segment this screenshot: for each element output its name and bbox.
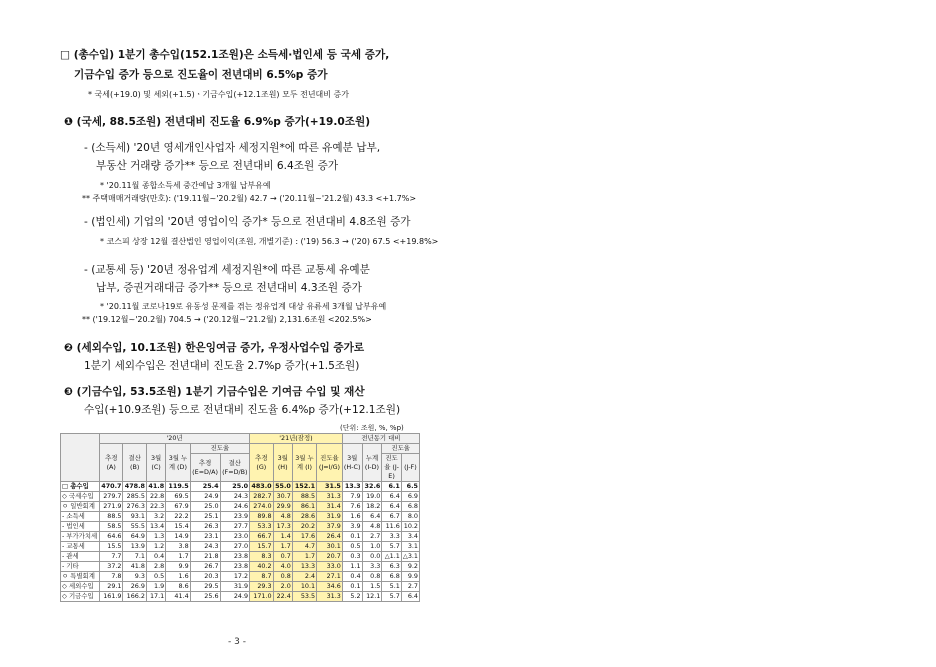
table-cell: 3.9: [342, 522, 362, 532]
table-cell: 20.2: [292, 522, 316, 532]
table-cell: 3.1: [401, 542, 419, 552]
table-cell: 13.9: [123, 542, 146, 552]
table-row: [61, 492, 420, 502]
table-cell: 13.3: [342, 482, 362, 492]
table-cell: 2.0: [273, 582, 292, 592]
table-cell: 1.3: [146, 532, 165, 542]
table-cell: 17.3: [273, 522, 292, 532]
table-cell: 3.3: [362, 562, 382, 572]
table-cell: 88.5: [292, 492, 316, 502]
table-cell: 5.2: [342, 592, 362, 602]
table-cell: 285.5: [123, 492, 146, 502]
table-cell: 66.7: [250, 532, 274, 542]
table-cell: 25.1: [190, 512, 220, 522]
table-cell: 18.2: [362, 502, 382, 512]
table-cell: 23.8: [220, 562, 250, 572]
table-cell: 0.8: [273, 572, 292, 582]
national-tax-heading: ❶ (국세, 88.5조원) 전년대비 진도율 6.9%p 증가(+19.0조원): [64, 116, 371, 128]
table-cell: 279.7: [100, 492, 123, 502]
table-cell: 8.6: [166, 582, 190, 592]
table-cell: 4.8: [362, 522, 382, 532]
table-cell: 31.5: [317, 482, 343, 492]
table-cell: 15.4: [166, 522, 190, 532]
table-cell: 5.7: [382, 592, 401, 602]
table-cell: 58.5: [100, 522, 123, 532]
table-cell: 14.9: [166, 532, 190, 542]
corporate-tax-note: * 코스피 상장 12월 결산법인 영업이익(조원, 개별기준) : ('19) 56.3 → ('20) 67.5 <+19.8%>: [100, 237, 439, 246]
transport-tax-note-2: ** ('19.12월~'20.2월) 704.5 → ('20.12월~'21.2월) 2,131.6조원 <202.5%>: [82, 315, 372, 324]
table-cell: 20.3: [190, 572, 220, 582]
table-cell: 1.5: [362, 582, 382, 592]
table-cell: 19.0: [362, 492, 382, 502]
table-cell: 9.2: [401, 562, 419, 572]
table-cell: 8.3: [250, 552, 274, 562]
table-cell: 119.5: [166, 482, 190, 492]
table-cell: 0.3: [342, 552, 362, 562]
table-cell: 1.1: [342, 562, 362, 572]
table-cell: 8.7: [250, 572, 274, 582]
table-row: [61, 592, 420, 602]
table-cell: 23.0: [220, 532, 250, 542]
table-cell: 15.5: [100, 542, 123, 552]
table-cell: 6.4: [382, 502, 401, 512]
table-cell: 3.4: [401, 532, 419, 542]
table-cell: 2.7: [362, 532, 382, 542]
transport-tax-note-1: * '20.11월 코로나19로 유동성 문제를 겪는 정유업계 대상 유류세 3개월 납부유예: [100, 302, 387, 311]
table-row: [61, 482, 420, 492]
table-cell: 6.4: [362, 512, 382, 522]
table-cell: 29.1: [100, 582, 123, 592]
table-cell: 29.3: [250, 582, 274, 592]
revenue-table: '20년 '21년(잠정) 전년동기 대비 추경 (A) 결산 (B) 3월 (C) 3월 누계 (D) 진도율 추경 (G) 3월 (H) 3월 누계 (I) 진도율 (J=I/G) 3월 (H-C) 누계 (I-D) 진도율 추경 (E=D/A) 결산 (F=D/B) 진도율 (J-E) (J-F) □ 총수입 470.7 478.8 41.8 119.5 25.4 25.0 483.0 55.0 152.1 31.5 13.3 32.6 6.1 6.5 ◇ 국세수입 279.7 285.5 22.8 69.5 24.9 24.3 282.7 30.7 88.5 31.3 7.9 19.0 6.4 6.9 ㅇ 일반회계 271.9 276.3 22.3 67.9 25.0 24.6 274.0 29.9 86.1 31.4 7.6 18.2 6.4 6.8 - 소득세 88.5 93.1 3.2 22.2 25.1 23.9 89.8 4.8 28.6 31.9 1.6 6.4 6.7 8.0 - 법인세 58.5 55.5 13.4 15.4 26.3 27.7 53.3 17.3 20.2 37.9 3.9 4.8 11.6 10.2 - 부가가치세 64.6 64.9 1.3 14.9 23.1 23.0 66.7 1.4 17.6 26.4 0.1 2.7 3.3 3.4 - 교통세 15.5 13.9 1.2 3.8 24.3 27.0 15.7 1.7 4.7 30.1 0.5 1.0 5.7 3.1 - 관세 7.7 7.1 0.4 1.7 21.8 23.8 8.3 0.7 1.7 20.7 0.3 0.0 △1.1 △3.1 - 기타 37.2 41.8 2.8 9.9 26.7 23.8 40.2 4.0 13.3 33.0 1.1 3.3 6.3 9.2 ㅇ 특별회계 7.8 9.3 0.5 1.6 20.3 17.2 8.7 0.8 2.4 27.1 0.4 0.8 6.8 9.9 ◇ 세외수입 29.1 26.9 1.9 8.6 29.5 31.9 29.3 2.0 10.1 34.6 0.1 1.5 5.1 2.7 ◇ 기금수입 161.9 166.2 17.1 41.4 25.6 24.9 171.0 22.4 53.5 31.3 5.2 12.1 5.7 6.4: [62, 434, 418, 600]
table-cell: 53.5: [292, 592, 316, 602]
table-cell: 25.0: [190, 502, 220, 512]
revenue-note: * 국세(+19.0) 및 세외(+1.5)ㆍ기금수입(+12.1조원) 모두 전년대비 증가: [88, 90, 349, 99]
table-cell: △1.1: [382, 552, 401, 562]
table-row: [61, 512, 420, 522]
left-table-unit: (단위: 조원, %, %p): [340, 424, 404, 432]
table-cell: 30.1: [317, 542, 343, 552]
table-cell: 64.6: [100, 532, 123, 542]
table-cell: 1.6: [166, 572, 190, 582]
table-cell: 4.7: [292, 542, 316, 552]
table-cell: 55.5: [123, 522, 146, 532]
table-cell: 1.9: [146, 582, 165, 592]
table-cell: 17.6: [292, 532, 316, 542]
row-label: ◇ 세외수입: [61, 582, 100, 592]
table-cell: 6.1: [382, 482, 401, 492]
row-label: - 기타: [61, 562, 100, 572]
table-cell: 27.7: [220, 522, 250, 532]
table-cell: 69.5: [166, 492, 190, 502]
table-cell: 25.4: [190, 482, 220, 492]
table-cell: 89.8: [250, 512, 274, 522]
table-cell: 67.9: [166, 502, 190, 512]
table-cell: △3.1: [402, 552, 418, 560]
table-cell: 0.5: [342, 542, 362, 552]
table-cell: 6.9: [401, 492, 419, 502]
table-cell: 37.2: [100, 562, 123, 572]
page-number-3: - 3 -: [228, 637, 246, 647]
row-label: ◇ 국세수입: [61, 492, 100, 502]
table-cell: 20.7: [317, 552, 343, 562]
table-cell: 25.6: [190, 592, 220, 602]
table-cell: 3.2: [146, 512, 165, 522]
table-cell: 152.1: [292, 482, 316, 492]
table-cell: 271.9: [100, 502, 123, 512]
table-cell: 274.0: [250, 502, 274, 512]
revenue-table-body: [61, 482, 420, 602]
table-cell: 21.8: [190, 552, 220, 562]
table-cell: 41.8: [123, 562, 146, 572]
table-cell: 7.8: [100, 572, 123, 582]
table-cell: 22.2: [166, 512, 190, 522]
table-cell: 0.4: [342, 572, 362, 582]
table-cell: 0.1: [342, 582, 362, 592]
table-cell: 30.7: [273, 492, 292, 502]
table-cell: 478.8: [124, 482, 145, 490]
table-cell: 6.8: [382, 572, 401, 582]
row-label: ◇ 기금수입: [61, 592, 100, 602]
table-cell: 23.9: [220, 512, 250, 522]
table-cell: 0.8: [362, 572, 382, 582]
table-cell: 7.6: [342, 502, 362, 512]
revenue-heading-2: 기금수입 증가 등으로 진도율이 전년대비 6.5%p 증가: [74, 69, 328, 81]
table-cell: 22.3: [146, 502, 165, 512]
table-cell: 11.6: [382, 522, 401, 532]
income-tax-line-2: 부동산 거래량 증가** 등으로 전년대비 6.4조원 증가: [96, 160, 339, 172]
fund-heading-1: ❸ (기금수입, 53.5조원) 1분기 기금수입은 기여금 수입 및 재산: [64, 386, 365, 398]
table-cell: 6.4: [401, 592, 419, 602]
table-cell: 33.0: [317, 562, 343, 572]
table-row: [61, 562, 420, 572]
row-label: ㅇ 일반회계: [61, 502, 100, 512]
table-cell: 31.3: [317, 592, 343, 602]
table-cell: 53.3: [250, 522, 274, 532]
table-row: [61, 572, 420, 582]
table-cell: 24.9: [220, 592, 250, 602]
non-tax-heading-1: ❷ (세외수입, 10.1조원) 한은잉여금 증가, 우정사업수입 증가로: [64, 342, 365, 354]
table-cell: 6.7: [382, 512, 401, 522]
table-cell: 7.9: [342, 492, 362, 502]
table-cell: 470.7: [101, 482, 122, 490]
th-2021: '21년(잠정): [250, 434, 343, 444]
table-cell: 12.1: [362, 592, 382, 602]
table-cell: 26.3: [190, 522, 220, 532]
page-3: [0, 0, 468, 662]
non-tax-heading-2: 1분기 세외수입은 전년대비 진도율 2.7%p 증가(+1.5조원): [84, 360, 360, 372]
table-cell: 22.4: [273, 592, 292, 602]
table-cell: 166.2: [123, 592, 146, 602]
table-cell: 6.5: [401, 482, 419, 492]
table-cell: 41.8: [148, 482, 165, 490]
table-row: [61, 552, 420, 562]
table-cell: 1.7: [273, 542, 292, 552]
row-label: - 교통세: [61, 542, 100, 552]
table-cell: 1.7: [166, 552, 190, 562]
page-4: [468, 0, 936, 662]
table-cell: 32.6: [362, 482, 382, 492]
table-cell: 93.1: [123, 512, 146, 522]
table-cell: 24.3: [190, 542, 220, 552]
table-cell: 10.2: [401, 522, 419, 532]
table-cell: 13.4: [146, 522, 165, 532]
table-cell: 29.5: [190, 582, 220, 592]
table-cell: 31.4: [317, 502, 343, 512]
table-cell: 10.1: [292, 582, 316, 592]
table-cell: 17.1: [146, 592, 165, 602]
table-cell: 2.4: [292, 572, 316, 582]
table-cell: 13.3: [292, 562, 316, 572]
table-row: [61, 522, 420, 532]
table-cell: 6.4: [382, 492, 401, 502]
table-cell: 6.8: [401, 502, 419, 512]
table-cell: 3.8: [166, 542, 190, 552]
table-cell: 7.1: [123, 552, 146, 562]
table-cell: 24.9: [190, 492, 220, 502]
table-cell: 2.8: [146, 562, 165, 572]
row-label: - 관세: [61, 552, 100, 562]
table-cell: 15.7: [250, 542, 274, 552]
table-cell: 2.7: [401, 582, 419, 592]
table-cell: 9.9: [166, 562, 190, 572]
table-cell: 26.4: [317, 532, 343, 542]
table-row: [61, 532, 420, 542]
table-cell: 1.7: [292, 552, 316, 562]
transport-tax-line-2: 납부, 증권거래대금 증가** 등으로 전년대비 4.3조원 증가: [96, 282, 362, 294]
table-cell: 17.2: [220, 572, 250, 582]
row-label: - 부가가치세: [61, 532, 100, 542]
table-cell: 27.0: [220, 542, 250, 552]
table-cell: 86.1: [292, 502, 316, 512]
table-cell: 25.0: [220, 482, 250, 492]
table-cell: 29.9: [273, 502, 292, 512]
table-cell: 88.5: [100, 512, 123, 522]
table-cell: 37.9: [317, 522, 343, 532]
table-row: [61, 502, 420, 512]
table-cell: 0.4: [146, 552, 165, 562]
fund-heading-2: 수입(+10.9조원) 등으로 전년대비 진도율 6.4%p 증가(+12.1조원): [84, 404, 401, 416]
corporate-tax-line: - (법인세) 기업의 '20년 영업이익 증가* 등으로 전년대비 4.8조원 증가: [84, 216, 411, 228]
table-cell: 22.8: [146, 492, 165, 502]
table-cell: 276.3: [123, 502, 146, 512]
table-cell: 40.2: [250, 562, 274, 572]
table-cell: 0.7: [273, 552, 292, 562]
table-cell: 34.6: [317, 582, 343, 592]
table-cell: 31.3: [317, 492, 343, 502]
table-cell: 31.9: [317, 512, 343, 522]
table-cell: 1.0: [362, 542, 382, 552]
table-cell: 23.1: [190, 532, 220, 542]
table-cell: 26.9: [123, 582, 146, 592]
table-cell: 8.0: [401, 512, 419, 522]
table-cell: 64.9: [123, 532, 146, 542]
table-cell: 1.2: [146, 542, 165, 552]
income-tax-note-1: * '20.11월 종합소득세 중간예납 3개월 납부유예: [100, 181, 271, 190]
row-label: - 소득세: [61, 512, 100, 522]
row-label: ㅇ 특별회계: [61, 572, 100, 582]
table-cell: 5.1: [382, 582, 401, 592]
table-cell: 6.3: [382, 562, 401, 572]
table-cell: 26.7: [190, 562, 220, 572]
table-cell: 3.3: [382, 532, 401, 542]
income-tax-line-1: - (소득세) '20년 영세개인사업자 세정지원*에 따른 유예분 납부,: [84, 142, 381, 154]
table-cell: 27.1: [317, 572, 343, 582]
table-cell: 7.7: [100, 552, 123, 562]
table-cell: 55.0: [275, 482, 291, 490]
table-cell: 161.9: [100, 592, 123, 602]
table-cell: 1.6: [342, 512, 362, 522]
transport-tax-line-1: - (교통세 등) '20년 정유업계 세정지원*에 따른 교통세 유예분: [84, 264, 370, 276]
table-cell: 9.3: [123, 572, 146, 582]
table-cell: 24.6: [220, 502, 250, 512]
row-label: - 법인세: [61, 522, 100, 532]
table-cell: 4.0: [273, 562, 292, 572]
income-tax-note-2: ** 주택매매거래량(만호): ('19.11월~'20.2월) 42.7 → ('20.11월~'21.2월) 43.3 <+1.7%>: [82, 194, 417, 203]
table-cell: 23.8: [220, 552, 250, 562]
table-cell: 282.7: [250, 492, 274, 502]
table-cell: 0.0: [362, 552, 382, 562]
table-cell: 483.0: [251, 482, 272, 490]
table-cell: 0.1: [342, 532, 362, 542]
table-cell: 31.9: [220, 582, 250, 592]
table-cell: 41.4: [166, 592, 190, 602]
table-cell: 0.5: [146, 572, 165, 582]
table-cell: 1.4: [273, 532, 292, 542]
table-cell: 171.0: [250, 592, 274, 602]
table-row: [61, 542, 420, 552]
th-2020: '20년: [100, 434, 250, 444]
table-cell: 28.6: [292, 512, 316, 522]
row-label: □ 총수입: [61, 482, 100, 492]
table-cell: 24.3: [220, 492, 250, 502]
table-cell: 4.8: [273, 512, 292, 522]
th-yoy: 전년동기 대비: [342, 434, 419, 444]
table-cell: 9.9: [401, 572, 419, 582]
table-row: [61, 582, 420, 592]
table-cell: 5.7: [382, 542, 401, 552]
revenue-heading-1: □ (총수입) 1분기 총수입(152.1조원)은 소득세·법인세 등 국세 증가,: [60, 49, 390, 61]
